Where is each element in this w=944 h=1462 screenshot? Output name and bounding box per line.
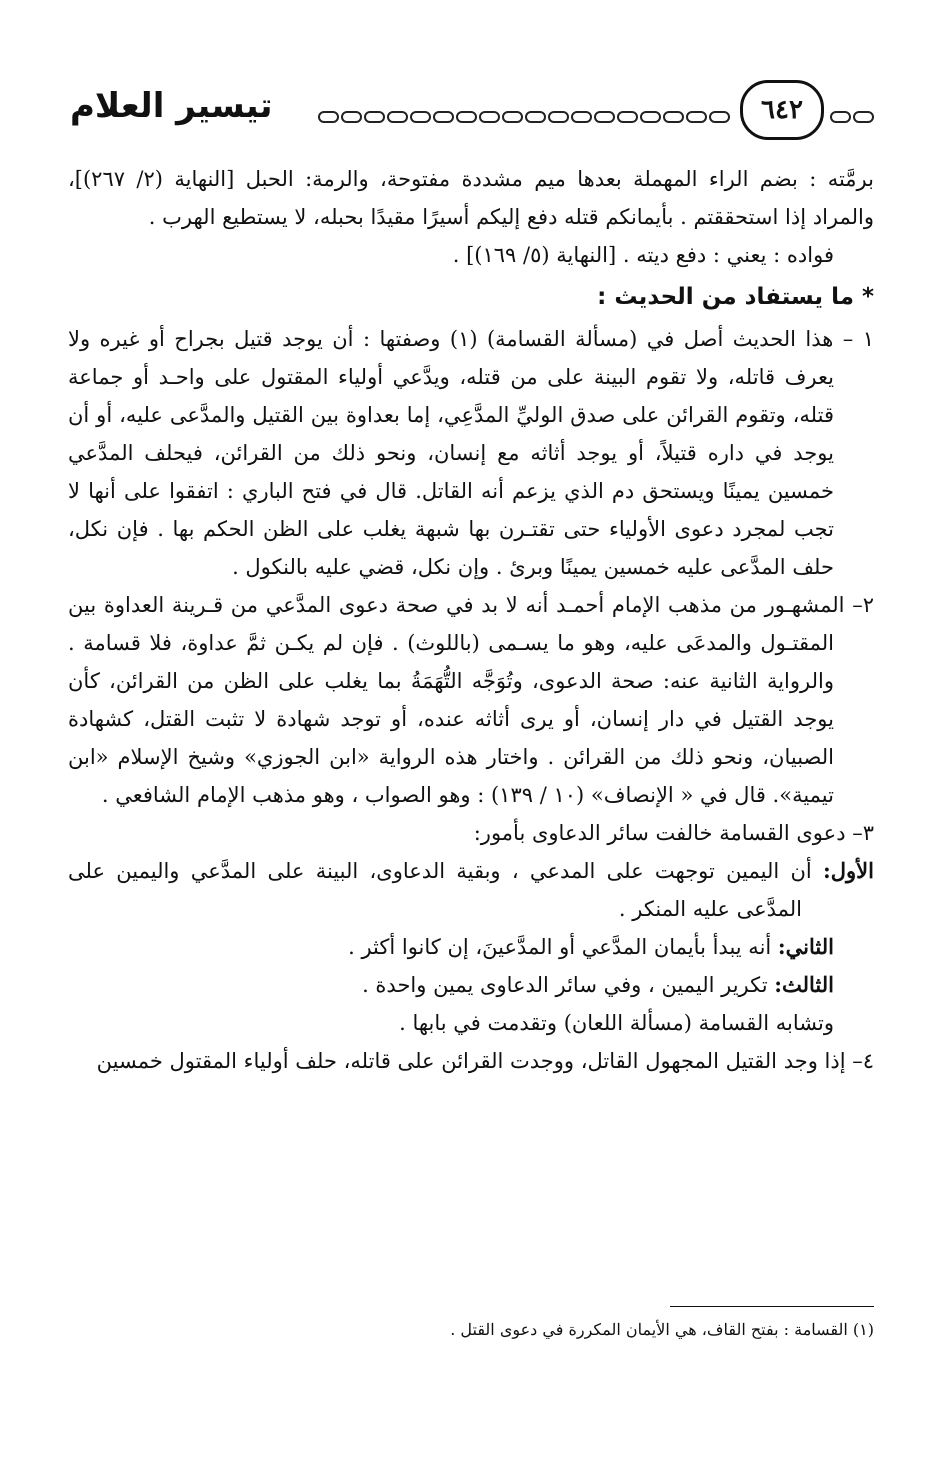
page-number: ٦٤٢	[740, 80, 824, 140]
body-text	[68, 160, 874, 1080]
list-item: ٤– إذا وجد القتيل المجهول القاتل، ووجدت القرائن على قاتله، حلف أولياء المقتول خمسين	[96, 1049, 874, 1073]
list-item: ٢– المشهـور من مذهب الإمام أحمـد أنه لا بد في صحة دعوى المدَّعي من قـرينة العداوة بين المقتـول والمدعَى عليه، وهو ما يسـمى (باللوث) . فإن لم يكـن ثمَّ عداوة، فلا قسامة . والرواية الثانية عنه: صحة الدعوى، وتُوَجَّه التُّهَمَةُ بما يغلب على الظن من القرائن، كأن يوجد القتيل في دار إنسان، أو يرى أثاثه عنده، أو توجد شهادة لا تثبت القتل، كشهادة الصبيان، ونحو ذلك من القرائن . واختار هذه الرواية «ابن الجوزي» وشيخ الإسلام «ابن تيمية». قال في « الإنصاف» (١٠ / ١٣٩) : وهو الصواب ، وهو مذهب الإمام الشافعي .	[68, 593, 874, 807]
sub-item-label: الثاني:	[777, 934, 834, 959]
header-ornament-right-icon	[830, 108, 886, 126]
paragraph-fawadah: فواده : يعني : دفع ديته . [النهاية (٥/ ١٦٩)] .	[452, 243, 834, 267]
header-ornament-icon	[318, 108, 734, 126]
sub-item-text: أن اليمين توجهت على المدعي ، وبقية الدعاوى، البينة على المدَّعي واليمين على المدَّعى عليه المنكر .	[68, 859, 824, 921]
list-item: ١ – هذا الحديث أصل في (مسألة القسامة) (١) وصفتها : أن يوجد قتيل بجراح أو غيره ولا يعرف قاتله، ولا تقوم البينة على من قتله، ويدَّعي أولياء المقتول على واحـد أو جماعة قتله، وتقوم القرائن على صدق الوليِّ المدَّعِي، إما بعداوة بين القتيل والمدَّعى عليه، أو أن يوجد في داره قتيلاً، أو يوجد أثاثه مع إنسان، ونحو ذلك من القرائن، فيحلف المدَّعي خمسين يمينًا ويستحق دم الذي يزعم أنه القاتل. قال في فتح الباري : اتفقوا على أنها لا تجب لمجرد دعوى الأولياء حتى تقتـرن بها شبهة يغلب على الظن الحكم بها . فإن نكل، حلف المدَّعى عليه خمسين يمينًا وبرئ . وإن نكل، قضي عليه بالنكول .	[68, 327, 874, 579]
section-heading: * ما يستفاد من الحديث :	[597, 284, 874, 310]
running-header	[60, 78, 880, 144]
sub-item-text: تكرير اليمين ، وفي سائر الدعاوى يمين واحدة .	[362, 973, 775, 997]
sub-item-third	[68, 966, 874, 1004]
paragraph-definition: برمَّته : بضم الراء المهملة بعدها ميم مشددة مفتوحة، والرمة: الحبل [النهاية (٢/ ٢٦٧)]، والمراد إذا استحققتم . بأيمانكم قتله دفع إليكم أسيرًا مقيدًا بحبله، لا يستطيع الهرب .	[68, 167, 874, 229]
book-title: تيسير العلام	[70, 86, 273, 126]
sub-item-first	[68, 852, 874, 928]
sub-item-label: الأول:	[823, 858, 874, 883]
sub-item-text: أنه يبدأ بأيمان المدَّعي أو المدَّعينَ، إن كانوا أكثر .	[348, 935, 778, 959]
list-item: ٣– دعوى القسامة خالفت سائر الدعاوى بأمور:	[473, 821, 874, 845]
sub-item-label: الثالث:	[774, 972, 834, 997]
paragraph-similar: وتشابه القسامة (مسألة اللعان) وتقدمت في بابها .	[399, 1011, 834, 1035]
footnote: (١) القسامة : بفتح القاف، هي الأيمان المكررة في دعوى القتل .	[450, 1320, 874, 1339]
sub-item-second	[68, 928, 874, 966]
footnote-divider	[670, 1306, 874, 1307]
